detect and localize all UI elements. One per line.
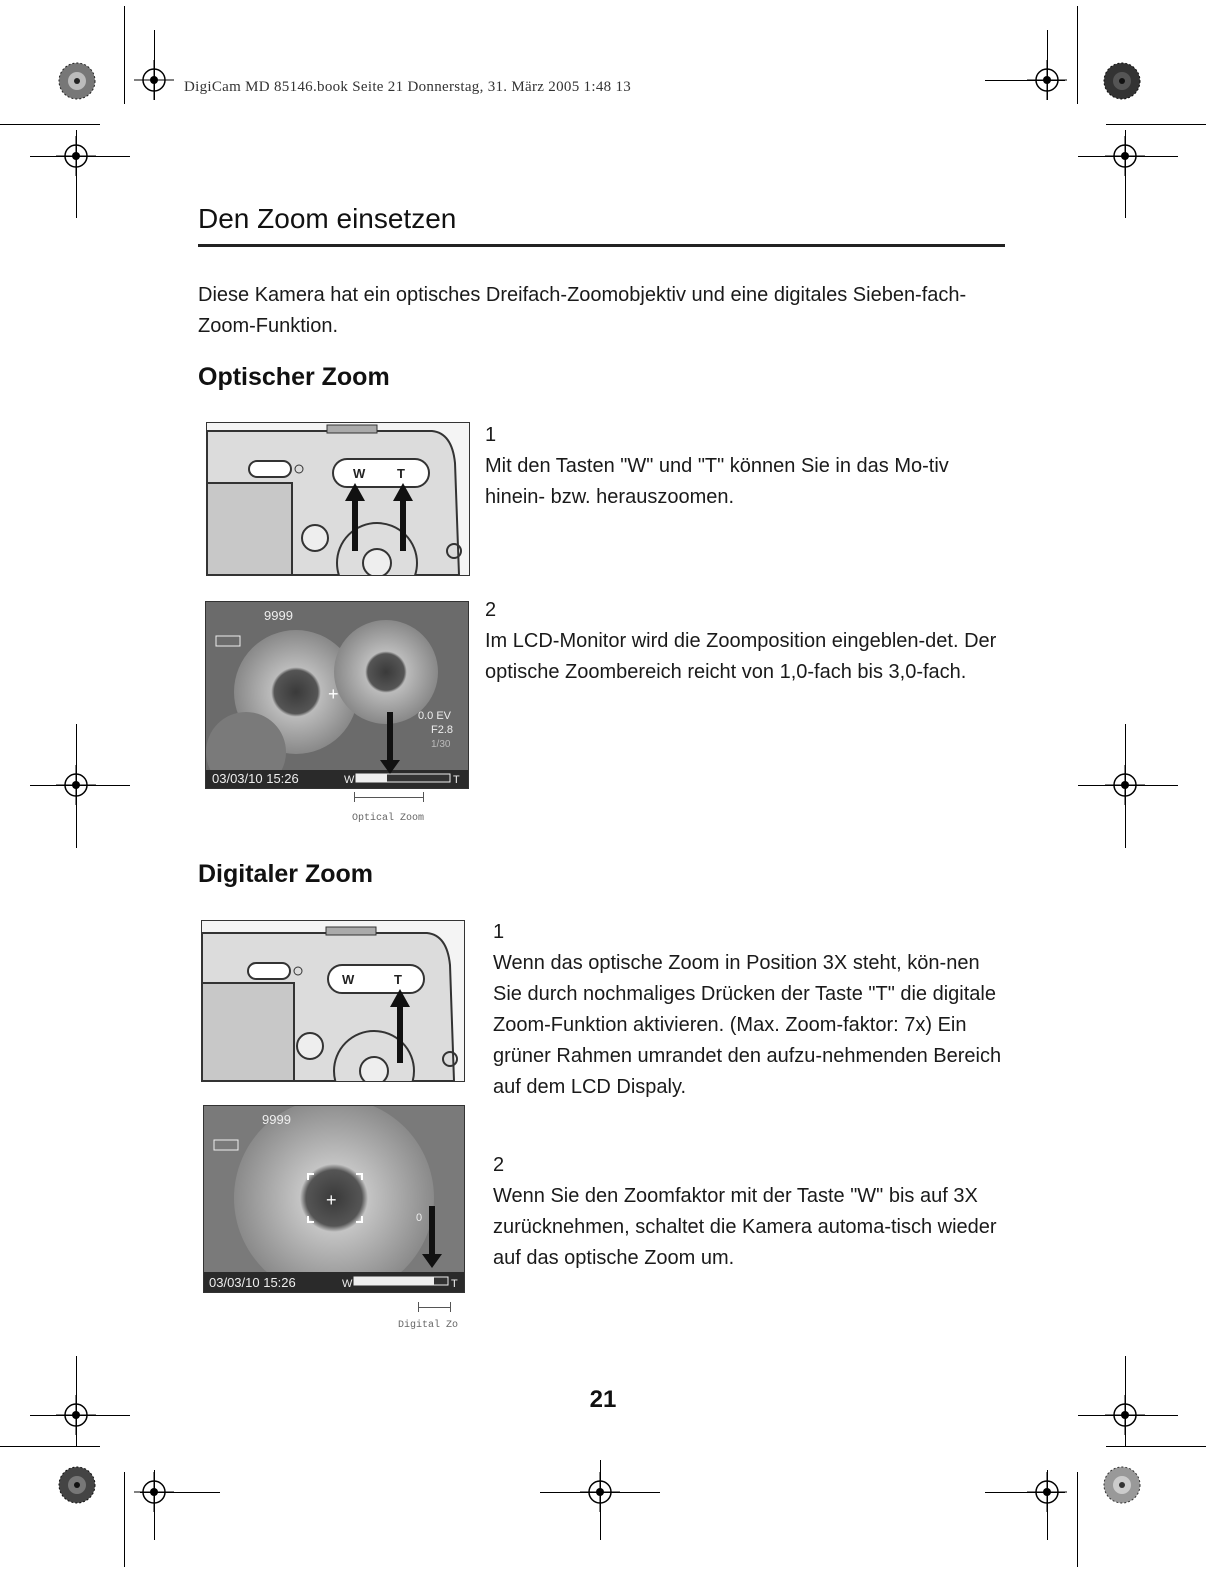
shots-remaining: 9999 <box>262 1112 291 1127</box>
zoom-bar-t: T <box>453 774 460 786</box>
t-key-label: T <box>394 972 402 987</box>
optical-caption: Optical Zoom <box>352 813 425 824</box>
title-rule <box>198 244 1005 247</box>
camera-back-figure-digital <box>201 920 465 1082</box>
zoom-bar-fill <box>354 1277 434 1285</box>
step-number: 1 <box>485 424 497 446</box>
color-wheel-mark <box>1103 1466 1141 1504</box>
zoom-bar-t: T <box>451 1278 458 1290</box>
color-wheel-mark <box>1103 62 1141 100</box>
focus-plus: + <box>328 684 339 704</box>
step-text: Mit den Tasten "W" und "T" können Sie in das Mo-tiv hinein- bzw. herauszoomen. <box>485 455 949 508</box>
w-key-label: W <box>342 972 355 987</box>
book-header: DigiCam MD 85146.book Seite 21 Donnerstag, 31. März 2005 1:48 13 <box>184 79 632 95</box>
step-number: 2 <box>493 1154 505 1176</box>
optical-step-1 <box>485 420 1005 513</box>
step-text: Im LCD-Monitor wird die Zoomposition eingeblen-det. Der optische Zoombereich reicht von 1,0-fach bis 3,0-fach. <box>485 630 997 683</box>
t-key-label: T <box>397 466 405 481</box>
optical-zoom-heading: Optischer Zoom <box>198 363 390 391</box>
step-text: Wenn das optische Zoom in Position 3X steht, kön-nen Sie durch nochmaliges Drücken der Taste "T" die digitale Zoom-Funktion aktivieren. (Max. Zoom-faktor: 7x) Ein grüner Rahmen umrandet den aufzu-nehmenden Bereich auf dem LCD Dispaly. <box>493 952 1002 1098</box>
digital-range-indicator <box>418 1302 451 1312</box>
zoom-bar-w: W <box>344 774 355 786</box>
page-number: 21 <box>589 1386 617 1413</box>
shutter-readout: 1/30 <box>431 739 451 750</box>
digital-caption: Digital Zo <box>398 1320 459 1331</box>
step-number: 2 <box>485 599 497 621</box>
ev-readout: 0 <box>416 1212 423 1224</box>
camera-back-figure-optical <box>206 422 470 576</box>
digital-step-1 <box>493 917 1008 1103</box>
lcd-datetime: 03/03/10 15:26 <box>209 1275 296 1290</box>
shots-remaining: 9999 <box>264 608 293 623</box>
optical-step-2 <box>485 595 1005 688</box>
lcd-datetime: 03/03/10 15:26 <box>212 771 299 786</box>
page-title: Den Zoom einsetzen <box>198 203 457 234</box>
digital-step-2 <box>493 1150 1008 1274</box>
optical-range-indicator <box>354 792 424 802</box>
aperture-readout: F2.8 <box>431 724 454 736</box>
w-key-label: W <box>353 466 366 481</box>
digital-zoom-heading: Digitaler Zoom <box>198 860 374 888</box>
step-text: Wenn Sie den Zoomfaktor mit der Taste "W" bis auf 3X zurücknehmen, schaltet die Kamera automa-tisch wieder auf das optische Zoom um. <box>493 1185 997 1269</box>
zoom-bar-w: W <box>342 1278 353 1290</box>
focus-plus: + <box>326 1190 337 1210</box>
color-wheel-mark <box>58 1466 96 1504</box>
intro-paragraph: Diese Kamera hat ein optisches Dreifach-Zoomobjektiv und eine digitales Sieben-fach-Zoom-Funktion. <box>198 284 967 337</box>
zoom-bar-fill <box>356 774 387 782</box>
color-wheel-mark <box>58 62 96 100</box>
ev-readout: 0.0 EV <box>418 710 452 722</box>
lcd-screen-figure-digital <box>203 1105 465 1293</box>
step-number: 1 <box>493 921 505 943</box>
lcd-screen-figure-optical <box>205 601 469 789</box>
